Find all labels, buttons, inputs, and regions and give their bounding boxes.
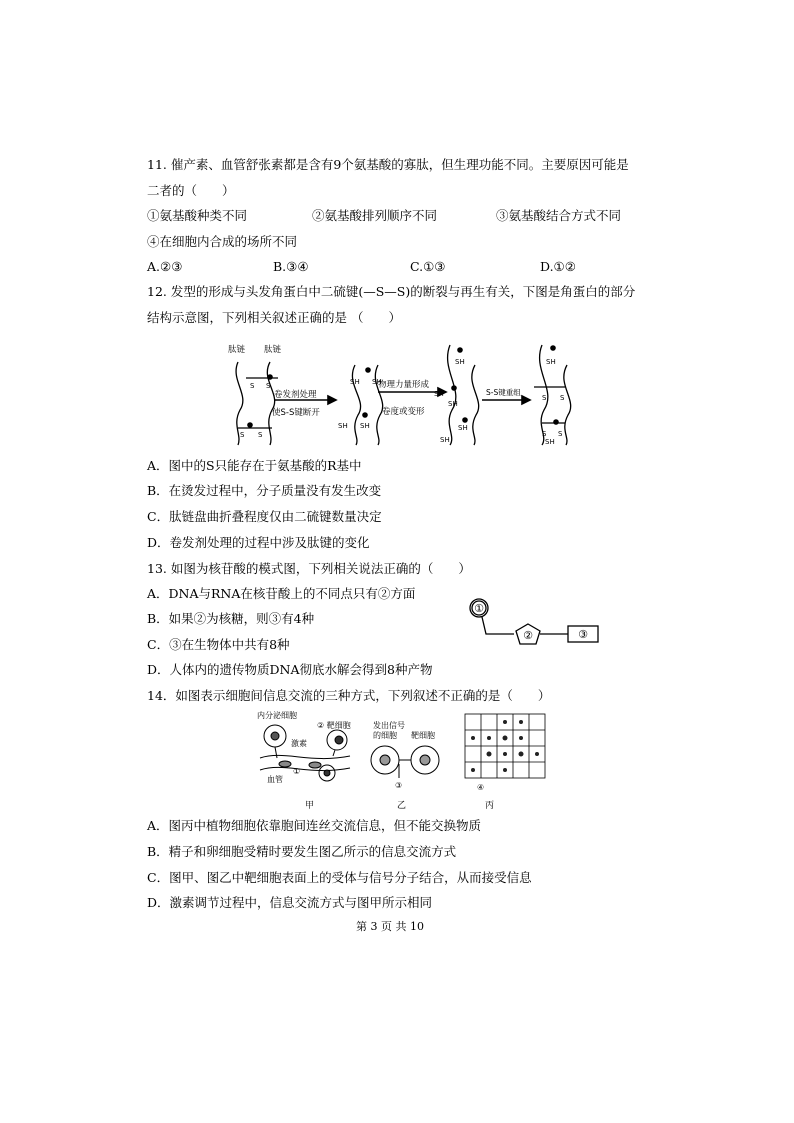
q13-option-b: B．如果②为核糖，则③有4种 xyxy=(147,611,315,626)
sh-label-10: SH xyxy=(546,358,556,366)
phosphate-label: ① xyxy=(474,602,484,615)
q13-option-a: A．DNA与RNA在核苷酸上的不同点只有②方面 xyxy=(147,586,416,601)
target-cell-label-b: 靶细胞 xyxy=(411,731,435,740)
s-label-3: S xyxy=(240,431,245,439)
keratin-structure-figure xyxy=(220,340,600,450)
q11-choice-c: C.①③ xyxy=(410,259,446,274)
q12-option-c: C．肽链盘曲折叠程度仅由二硫键数量决定 xyxy=(147,509,382,524)
arrow2-bottom: 卷度或变形 xyxy=(382,407,425,417)
q11-stem-line2: 二者的（ ） xyxy=(147,183,235,198)
q13-option-c: C．③在生物体中共有8种 xyxy=(147,637,290,652)
q14-option-c: C．图甲、图乙中靶细胞表面上的受体与信号分子结合，从而接受信息 xyxy=(147,870,532,885)
num4-label: ④ xyxy=(477,783,485,792)
nucleotide-figure xyxy=(462,596,612,656)
q11-stem-line1: 11. 催产素、血管舒张素都是含有9个氨基酸的寡肽，但生理功能不同。主要原因可能是 xyxy=(147,157,629,172)
sh-label-5: SH xyxy=(455,358,465,366)
sugar-label: ② xyxy=(523,629,533,642)
panel-jia-label: 甲 xyxy=(305,801,315,811)
sh-label-8: SH xyxy=(458,424,468,432)
q14-stem: 14．如图表示细胞间信息交流的三种方式，下列叙述不正确的是（ ） xyxy=(147,688,551,703)
sh-label-9: SH xyxy=(440,436,450,444)
q12-stem-line2: 结构示意图，下列相关叙述正确的是 （ ） xyxy=(147,310,401,325)
q14-option-a: A．图丙中植物细胞依靠胞间连丝交流信息，但不能交换物质 xyxy=(147,818,482,833)
panel-yi-label: 乙 xyxy=(397,801,407,811)
q14-option-d: D．激素调节过程中，信息交流方式与图甲所示相同 xyxy=(147,895,433,910)
sh-label-3: SH xyxy=(338,422,348,430)
arrow1-top: 卷发剂处理 xyxy=(274,390,317,400)
cell-communication-figure xyxy=(255,708,555,813)
q12-stem-line1: 12. 发型的形成与头发角蛋白中二硫键(—S—S)的断裂与再生有关，下图是角蛋白的部分 xyxy=(147,284,636,299)
base-label: ③ xyxy=(578,628,588,641)
s-label-6: S xyxy=(560,394,565,402)
signal-cell-label-1: 发出信号 xyxy=(373,721,405,730)
arrow2-top: 物理力量形成 xyxy=(378,380,430,390)
arrow1-bottom: 使S-S键断开 xyxy=(272,408,320,418)
s-label-5: S xyxy=(542,394,547,402)
s-label-8: S xyxy=(558,430,563,438)
q12-option-b: B．在烫发过程中，分子质量没有发生改变 xyxy=(147,483,382,498)
s-label-4: S xyxy=(258,431,263,439)
label-chain2: 肽链 xyxy=(264,345,282,355)
q13-stem: 13. 如图为核苷酸的模式图，下列相关说法正确的（ ） xyxy=(147,561,471,576)
q14-option-b: B．精子和卵细胞受精时要发生图乙所示的信息交流方式 xyxy=(147,844,457,859)
sh-label-2: SH xyxy=(372,378,382,386)
s-label-1: S xyxy=(250,382,255,390)
q11-statement-1: ①氨基酸种类不同 xyxy=(147,208,248,223)
q11-statement-4: ④在细胞内合成的场所不同 xyxy=(147,234,298,249)
hormone-label: 激素 xyxy=(291,739,307,748)
q12-option-d: D．卷发剂处理的过程中涉及肽键的变化 xyxy=(147,535,370,550)
vessel-label: 血管 xyxy=(267,775,283,784)
q11-choice-d: D.①② xyxy=(540,259,576,274)
s-label-7: S xyxy=(542,430,547,438)
panel-bing-label: 丙 xyxy=(485,801,495,811)
q13-option-d: D．人体内的遗传物质DNA彻底水解会得到8种产物 xyxy=(147,662,433,677)
q11-choice-b: B.③④ xyxy=(273,259,309,274)
sh-label-7: SH xyxy=(448,400,458,408)
num1-label: ① xyxy=(293,767,301,776)
sh-label-1: SH xyxy=(350,378,360,386)
num3-label: ③ xyxy=(395,781,403,790)
s-label-2: S xyxy=(266,382,271,390)
page-footer: 第 3 页 共 10 xyxy=(356,920,424,933)
label-chain1: 肽链 xyxy=(228,345,246,355)
q11-statement-2: ②氨基酸排列顺序不同 xyxy=(312,208,438,223)
q12-option-a: A．图中的S只能存在于氨基酸的R基中 xyxy=(147,458,362,473)
signal-cell-label-2: 的细胞 xyxy=(373,731,397,740)
q11-choice-a: A.②③ xyxy=(147,259,183,274)
sh-label-11: SH xyxy=(545,438,555,446)
endocrine-cell-label: 内分泌细胞 xyxy=(257,711,297,720)
arrow3-top: S-S键重组 xyxy=(486,388,521,397)
sh-label-6: SH xyxy=(434,390,444,398)
q11-statement-3: ③氨基酸结合方式不同 xyxy=(496,208,622,223)
sh-label-4: SH xyxy=(360,422,370,430)
target-cell-label-a: ② 靶细胞 xyxy=(317,721,351,730)
